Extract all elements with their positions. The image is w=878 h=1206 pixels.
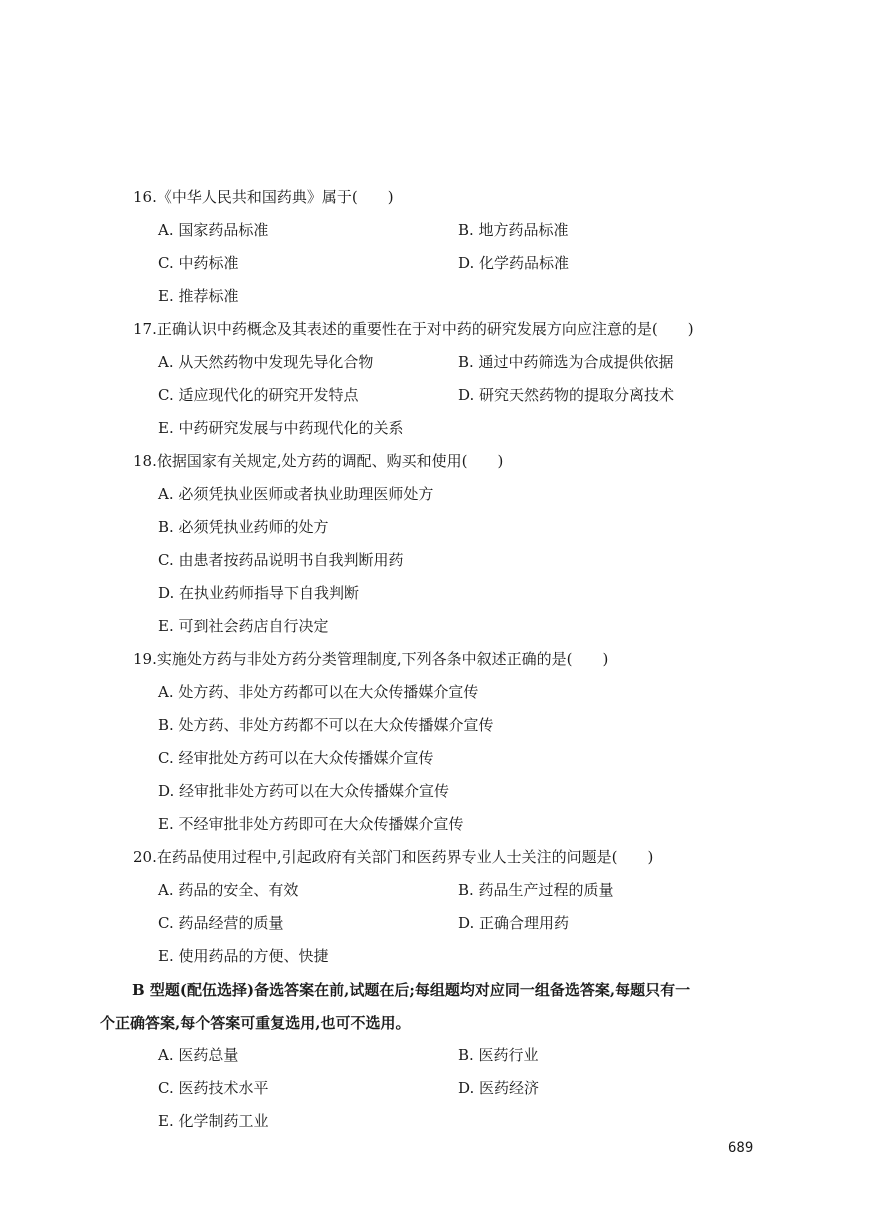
q20-option-a: A. 药品的安全、有效 <box>158 881 299 899</box>
question-20: 20.在药品使用过程中,引起政府有关部门和医药界专业人士关注的问题是( ) <box>133 848 654 866</box>
q17-option-d: D. 研究天然药物的提取分离技术 <box>458 386 675 404</box>
q16-option-b: B. 地方药品标准 <box>458 221 569 239</box>
q19-option-c: C. 经审批处方药可以在大众传播媒介宣传 <box>158 749 434 767</box>
question-19: 19.实施处方药与非处方药分类管理制度,下列各条中叙述正确的是( ) <box>133 650 609 668</box>
q20-option-e: E. 使用药品的方便、快捷 <box>158 947 329 965</box>
b-option-e: E. 化学制药工业 <box>158 1112 269 1130</box>
q17-option-a: A. 从天然药物中发现先导化合物 <box>158 353 374 371</box>
q19-option-a: A. 处方药、非处方药都可以在大众传播媒介宣传 <box>158 683 479 701</box>
section-b-heading-line2: 个正确答案,每个答案可重复选用,也可不选用。 <box>100 1014 411 1032</box>
q18-option-c: C. 由患者按药品说明书自我判断用药 <box>158 551 404 569</box>
q18-option-a: A. 必须凭执业医师或者执业助理医师处方 <box>158 485 434 503</box>
q16-option-c: C. 中药标准 <box>158 254 239 272</box>
q18-option-e: E. 可到社会药店自行决定 <box>158 617 329 635</box>
q19-option-e: E. 不经审批非处方药即可在大众传播媒介宣传 <box>158 815 464 833</box>
q16-option-e: E. 推荐标准 <box>158 287 239 305</box>
q17-option-e: E. 中药研究发展与中药现代化的关系 <box>158 419 404 437</box>
q20-option-b: B. 药品生产过程的质量 <box>458 881 614 899</box>
q18-option-d: D. 在执业药师指导下自我判断 <box>158 584 360 602</box>
q17-option-c: C. 适应现代化的研究开发特点 <box>158 386 359 404</box>
b-option-a: A. 医药总量 <box>158 1046 239 1064</box>
section-b-heading-line1: B 型题(配伍选择)备选答案在前,试题在后;每组题均对应同一组备选答案,每题只有一 <box>132 981 691 999</box>
q16-option-a: A. 国家药品标准 <box>158 221 269 239</box>
b-option-b: B. 医药行业 <box>458 1046 539 1064</box>
question-18: 18.依据国家有关规定,处方药的调配、购买和使用( ) <box>133 452 504 470</box>
q20-option-d: D. 正确合理用药 <box>458 914 570 932</box>
q18-option-b: B. 必须凭执业药师的处方 <box>158 518 329 536</box>
b-option-d: D. 医药经济 <box>458 1079 540 1097</box>
q19-option-d: D. 经审批非处方药可以在大众传播媒介宣传 <box>158 782 450 800</box>
q17-option-b: B. 通过中药筛选为合成提供依据 <box>458 353 674 371</box>
page-number: 689 <box>728 1140 754 1156</box>
question-17: 17.正确认识中药概念及其表述的重要性在于对中药的研究发展方向应注意的是( ) <box>133 320 694 338</box>
b-option-c: C. 医药技术水平 <box>158 1079 269 1097</box>
q19-option-b: B. 处方药、非处方药都不可以在大众传播媒介宣传 <box>158 716 494 734</box>
question-16: 16.《中华人民共和国药典》属于( ) <box>133 188 394 206</box>
q16-option-d: D. 化学药品标准 <box>458 254 570 272</box>
q20-option-c: C. 药品经营的质量 <box>158 914 284 932</box>
